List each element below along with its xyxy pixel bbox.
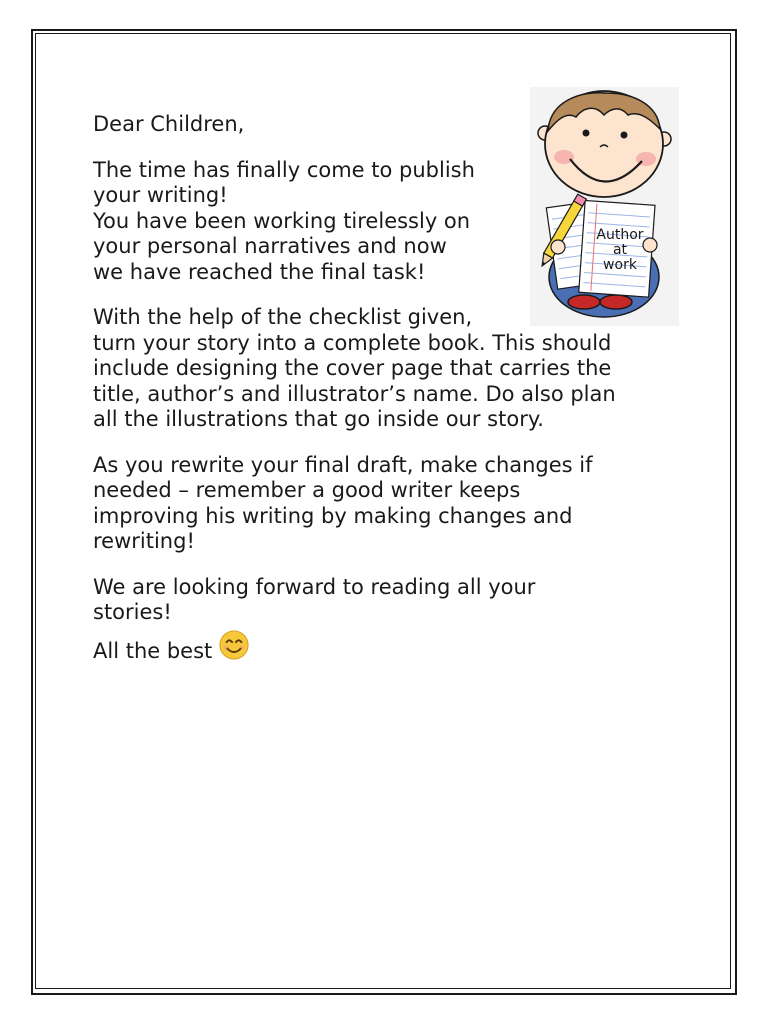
text-line: all the illustrations that go inside our story. — [93, 407, 544, 431]
sign-text-line-1: Author — [596, 227, 644, 243]
paragraph-publish — [93, 158, 693, 286]
text-line: With the help of the checklist given, — [93, 305, 473, 329]
text-line: title, author’s and illustrator’s name. Do also plan — [93, 381, 616, 406]
sign-text-line-2: at — [612, 242, 628, 258]
text-line: your personal narratives and now — [93, 234, 447, 258]
text-line: improving his writing by making changes and — [93, 503, 573, 528]
text-line: include designing the cover page that carries the — [93, 356, 612, 380]
text-line: The time has finally come to publish — [93, 157, 475, 182]
smiling-face-icon — [219, 630, 249, 660]
text-line: You have been working tirelessly on — [93, 208, 471, 233]
text-line: needed – remember a good writer keeps — [93, 478, 521, 502]
text-line: As you rewrite your final draft, make changes if — [93, 452, 593, 477]
letter-body — [93, 112, 693, 664]
text-line: rewriting! — [93, 529, 195, 553]
sign-text-line-3: work — [603, 257, 637, 273]
paragraph-checklist — [93, 305, 693, 433]
text-line: we have reached the final task! — [93, 259, 426, 284]
paragraph-rewrite — [93, 453, 693, 555]
greeting: Dear Children, — [93, 112, 245, 136]
text-line: stories! — [93, 600, 172, 624]
closing-text: All the best — [93, 638, 213, 663]
closing-line — [93, 630, 693, 665]
paragraph-closing — [93, 575, 693, 665]
text-line: your writing! — [93, 183, 228, 207]
text-line: We are looking forward to reading all your — [93, 574, 536, 599]
text-line: turn your story into a complete book. This should — [93, 330, 612, 355]
